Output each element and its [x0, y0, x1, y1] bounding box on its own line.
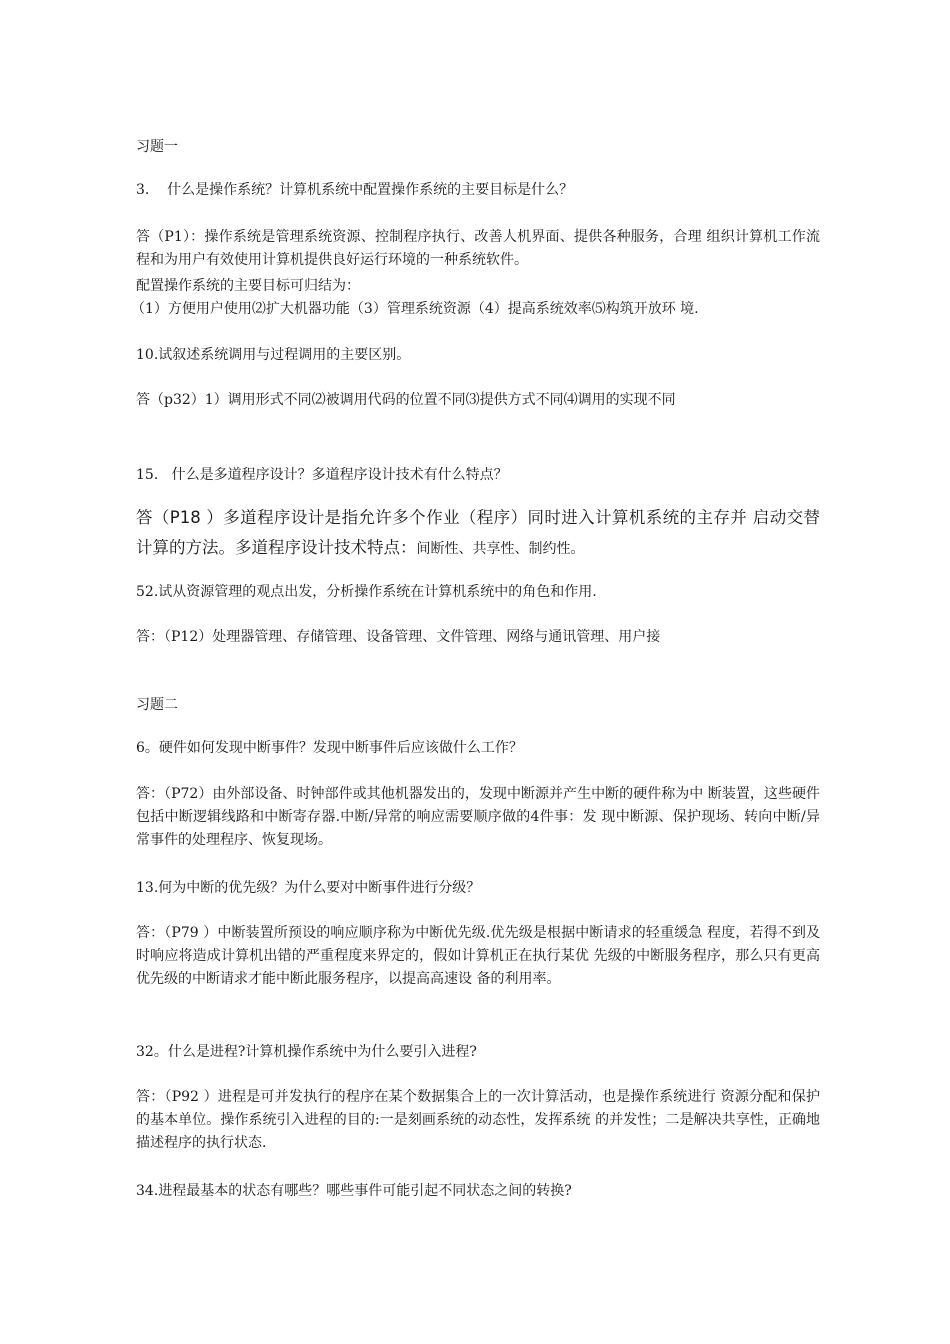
question-15: 15. 什么是多道程序设计？多道程序设计技术有什么特点？: [136, 467, 508, 483]
answer-3-goals-list: （1）方便用户使用⑵扩大机器功能（3）管理系统资源（4）提高系统效率⑸构筑开放环 境.: [131, 301, 699, 317]
answer-15: [136, 503, 820, 564]
answer-10: 答（p32）1）调用形式不同⑵被调用代码的位置不同⑶提供方式不同⑷调用的实现不同: [136, 392, 676, 408]
section-heading-1: 习题一: [136, 139, 178, 155]
answer-13: 答：（P79 ）中断装置所预设的响应顺序称为中断优先级.优先级是根据中断请求的轻重缓急 程度，若得不到及时响应将造成计算机出错的严重程度来界定的，假如计算机正在执行某优 先级的中断服务程序，那么只有更高优先级的中断请求才能中断此服务程序，以提高高速设 备的利用率。: [136, 925, 820, 987]
answer-3-goals-intro: 配置操作系统的主要目标可归结为：: [136, 278, 360, 294]
answer-15-main: 答（P18 ）多道程序设计是指允许多个作业（程序）同时进入计算机系统的主存并 启动交替计算的方法。多道程序设计技术特点：: [136, 508, 820, 557]
answer-52: 答：（P12）处理器管理、存储管理、设备管理、文件管理、网络与通讯管理、用户接: [136, 629, 661, 645]
answer-3: 答（P1）：操作系统是管理系统资源、控制程序执行、改善人机界面、提供各种服务，合理 组织计算机工作流程和为用户有效使用计算机提供良好运行环境的一种系统软件。: [136, 229, 820, 268]
answer-32: 答：（P92 ）进程是可并发执行的程序在某个数据集合上的一次计算活动，也是操作系统进行 资源分配和保护的基本单位。操作系统引入进程的目的:一是刻画系统的动态性，发挥系统 的并发性；二是解决共享性，正确地描述程序的执行状态.: [136, 1089, 820, 1151]
question-32: 32。什么是进程?计算机操作系统中为什么要引入进程?: [136, 1044, 477, 1060]
question-6: 6。硬件如何发现中断事件？发现中断事件后应该做什么工作？: [136, 740, 523, 756]
section-heading-2: 习题二: [136, 697, 178, 713]
question-34: 34.进程最基本的状态有哪些？哪些事件可能引起不同状态之间的转换?: [136, 1183, 572, 1199]
question-3: 3. 什么是操作系统？计算机系统中配置操作系统的主要目标是什么？: [136, 182, 574, 198]
answer-15-traits: 间断性、共享性、制约性。: [416, 541, 585, 557]
answer-6: 答：（P72）由外部设备、时钟部件或其他机器发出的，发现中断源并产生中断的硬件称为中 断装置，这些硬件包括中断逻辑线路和中断寄存器.中断/异常的响应需要顺序做的4件事：发 现中断源、保护现场、转向中断/异常事件的处理程序、恢复现场。: [136, 786, 820, 848]
question-52: 52.试从资源管理的观点出发，分析操作系统在计算机系统中的角色和作用.: [136, 584, 597, 600]
question-13: 13.何为中断的优先级？为什么要对中断事件进行分级？: [136, 880, 481, 896]
question-10: 10.试叙述系统调用与过程调用的主要区别。: [136, 347, 411, 363]
